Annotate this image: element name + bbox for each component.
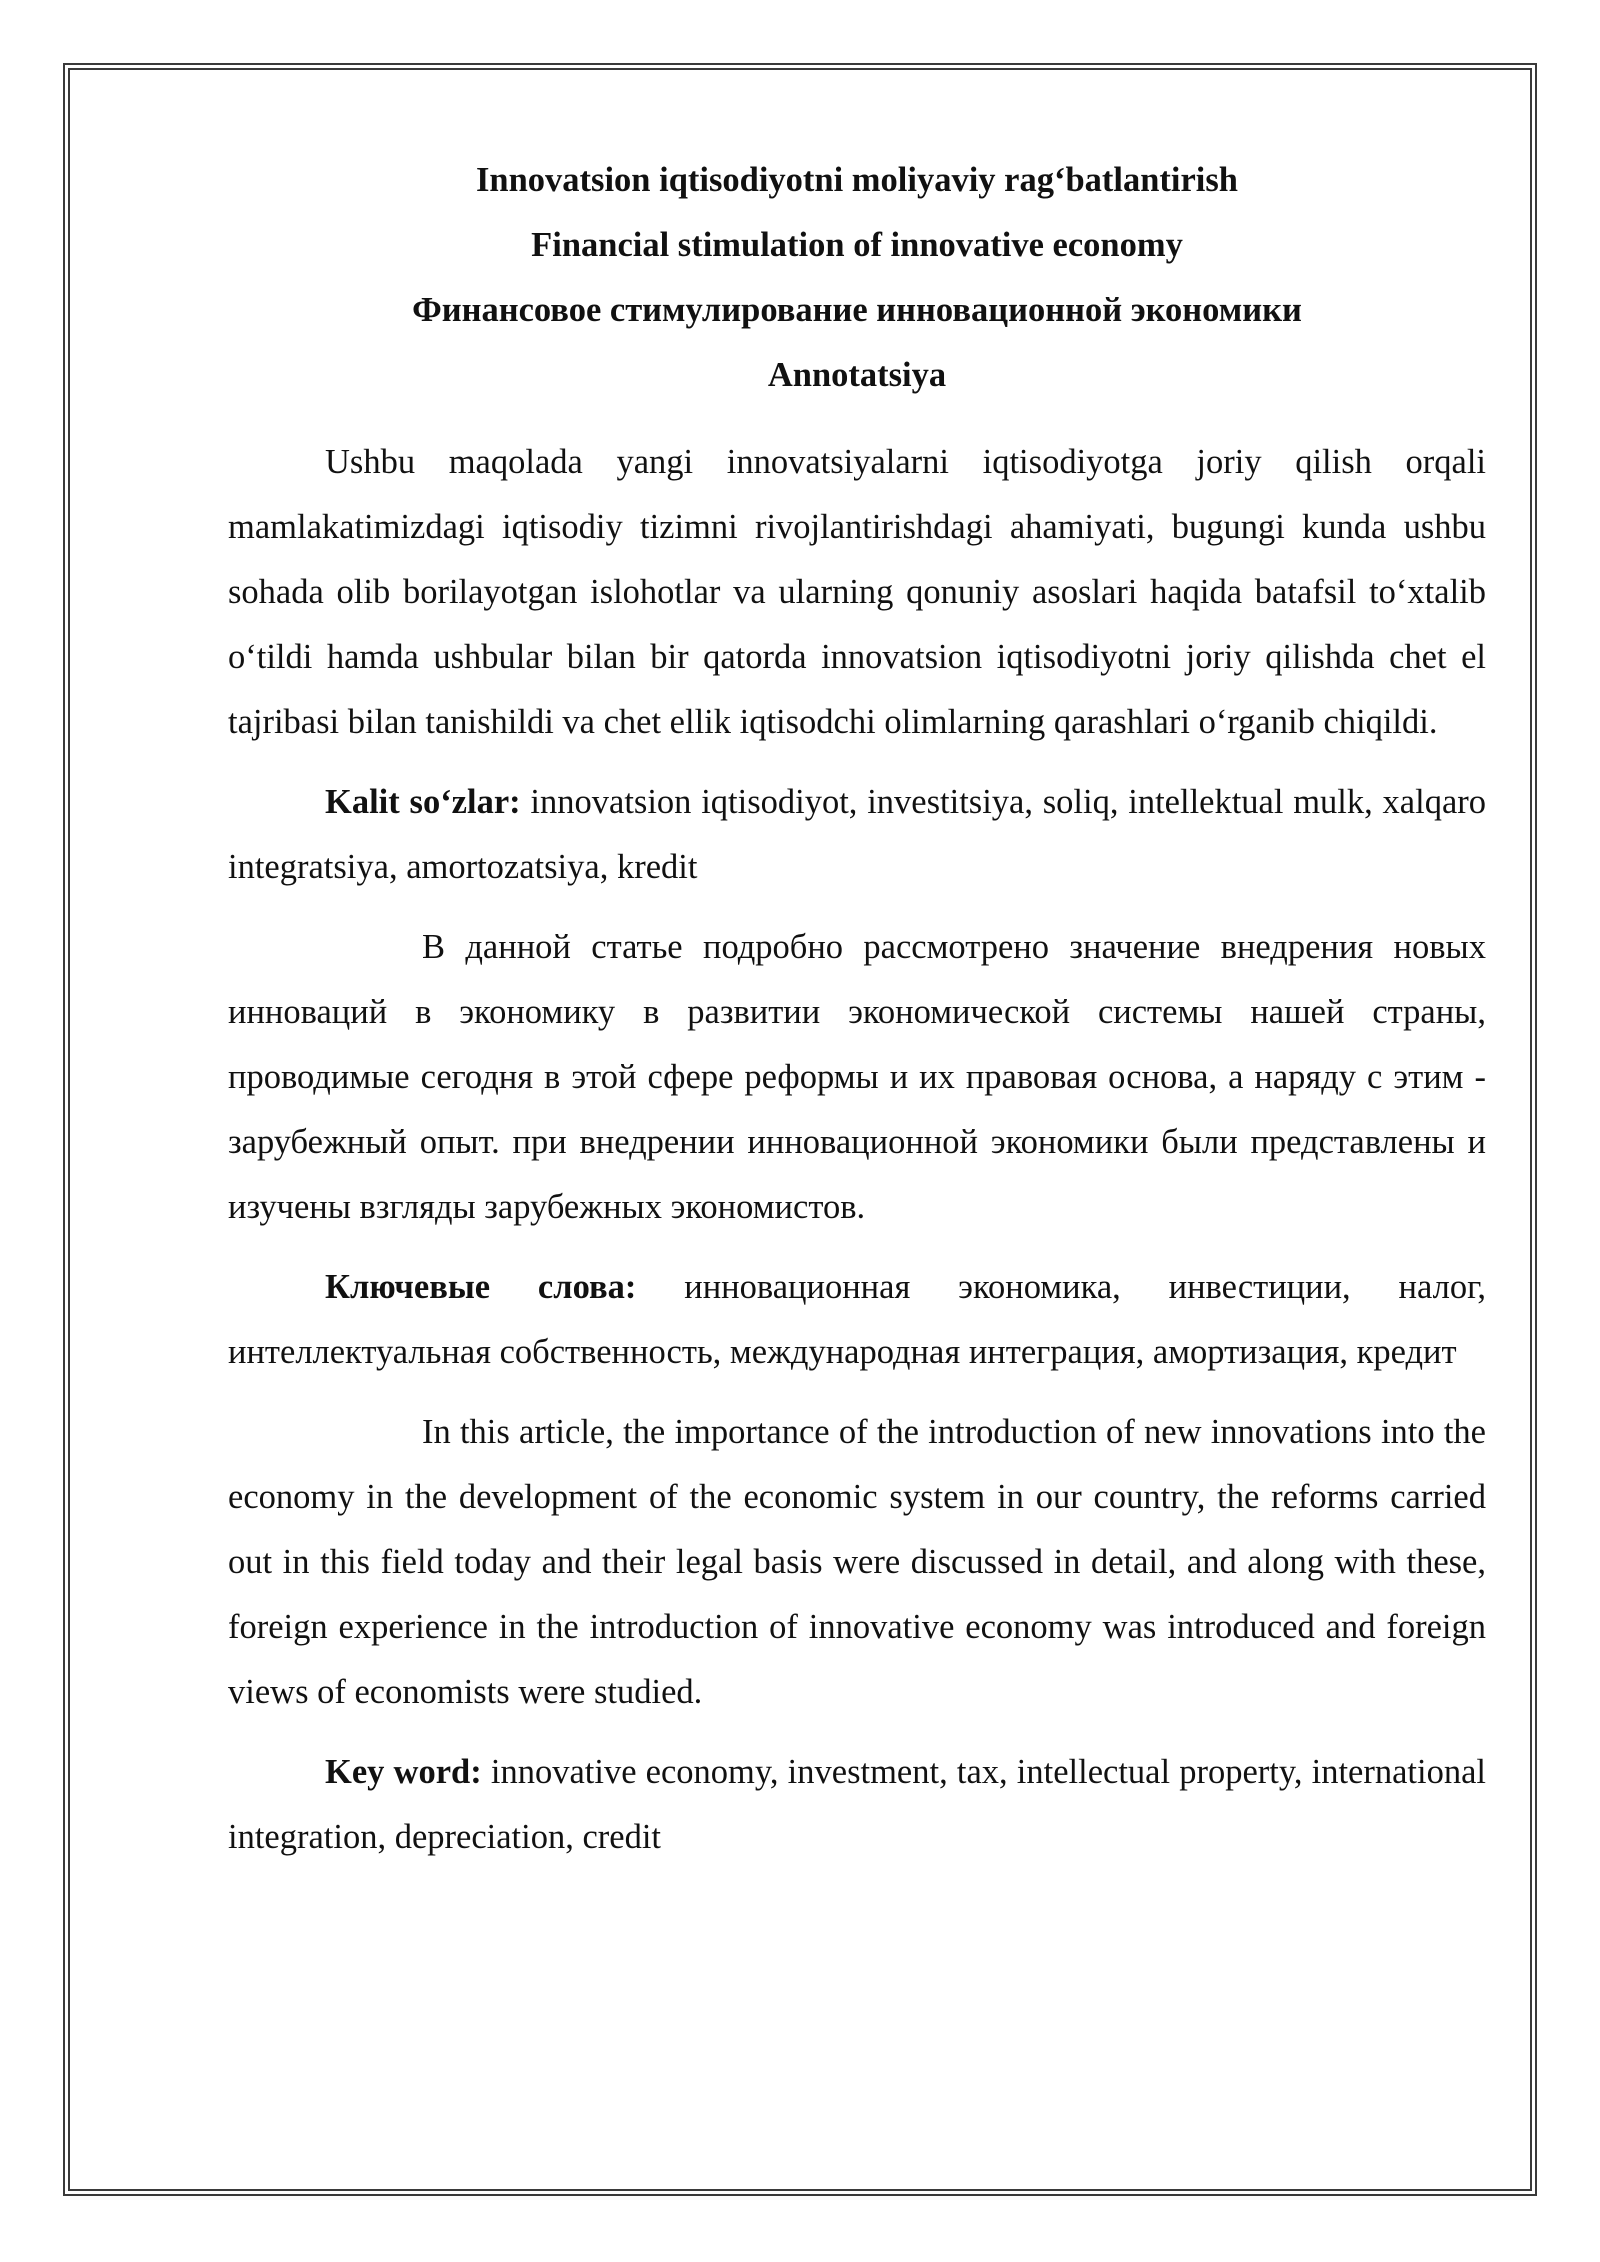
- abstract-russian: В данной статье подробно рассмотрено значение внедрения новых инноваций в экономику в развитии экономической системы нашей страны, проводимые сегодня в этой сфере реформы и их правовая основа, а наряду с этим - зарубежный опыт. при внедрении инновационной экономики были представлены и изучены взгляды зарубежных экономистов.: [228, 928, 1486, 1226]
- keywords-english: [228, 1740, 1486, 1870]
- abstract-english: In this article, the importance of the introduction of new innovations into the economy in the development of the economic system in our country, the reforms carried out in this field today and their legal basis were discussed in detail, and along with these, foreign experience in the introduction of innovative economy was introduced and foreign views of economists were studied.: [228, 1413, 1486, 1711]
- keywords-english-label: Key word:: [325, 1753, 482, 1791]
- title-russian: Финансовое стимулирование инновационной экономики: [412, 291, 1302, 329]
- title-english: Financial stimulation of innovative economy: [531, 226, 1183, 264]
- title-uzbek: Innovatsion iqtisodiyotni moliyaviy rag‘batlantirish: [476, 161, 1238, 199]
- keywords-uzbek-text: innovatsion iqtisodiyot, investitsiya, soliq, intellektual mulk, xalqaro integratsiya, amortozatsiya, kredit: [228, 783, 1486, 886]
- keywords-english-text: innovative economy, investment, tax, intellectual property, international integration, depreciation, credit: [228, 1753, 1486, 1856]
- abstract-uzbek: Ushbu maqolada yangi innovatsiyalarni iqtisodiyotga joriy qilish orqali mamlakatimizdagi iqtisodiy tizimni rivojlantirishdagi ahamiyati, bugungi kunda ushbu sohada olib borilayotgan islohotlar va ularning qonuniy asoslari haqida batafsil to‘xtalib o‘tildi hamda ushbular bilan bir qatorda innovatsion iqtisodiyotni joriy qilishda chet el tajribasi bilan tanishildi va chet ellik iqtisodchi olimlarning qarashlari o‘rganib chiqildi.: [228, 443, 1486, 741]
- annotation-heading: Annotatsiya: [767, 356, 947, 394]
- keywords-russian: [228, 1255, 1486, 1385]
- document-body: [228, 148, 1486, 1870]
- keywords-russian-label: Ключевые слова:: [325, 1268, 637, 1306]
- keywords-uzbek-label: Kalit so‘zlar:: [325, 783, 521, 821]
- keywords-uzbek: [228, 770, 1486, 900]
- keywords-russian-text: инновационная экономика, инвестиции, налог, интеллектуальная собственность, международная интеграция, амортизация, кредит: [228, 1268, 1486, 1371]
